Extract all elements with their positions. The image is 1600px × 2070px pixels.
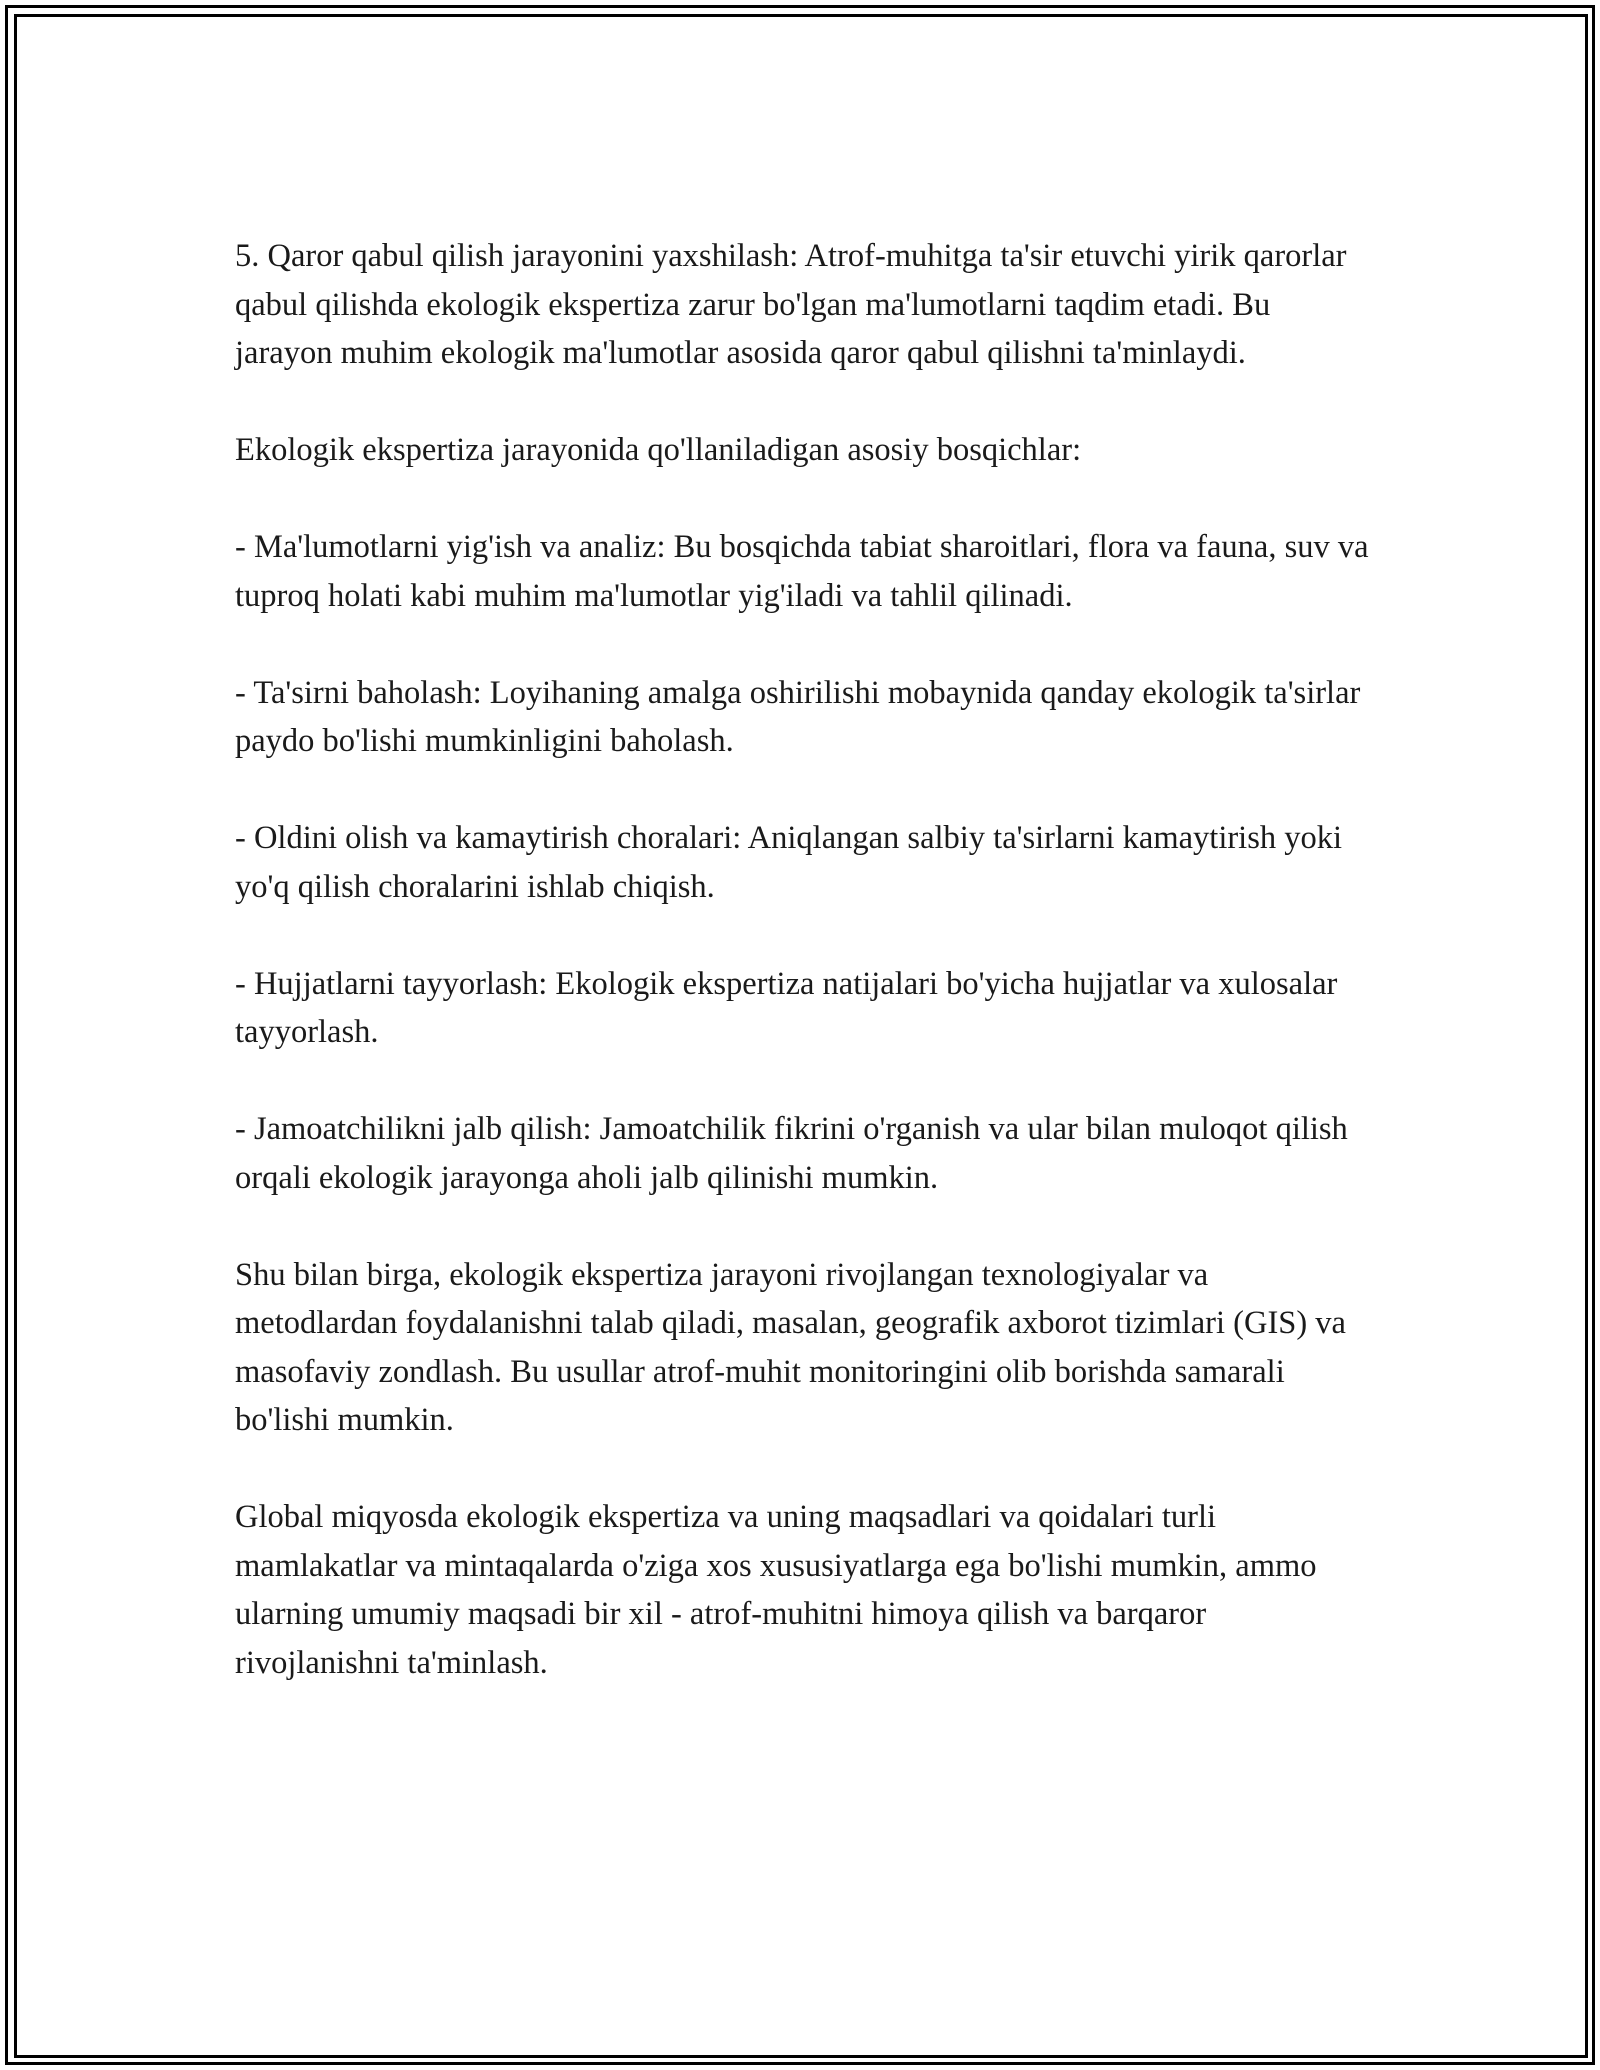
paragraph-global-scale: Global miqyosda ekologik ekspertiza va uning maqsadlari va qoidalari turli mamlakatlar va mintaqalarda o'ziga xos xususiyatlarga ega bo'lishi mumkin, ammo ularning umumiy maqsadi bir xil - atrof-muhitni himoya qilish va barqaror rivojlanishni ta'minlash. [235,1499,1317,1681]
list-item-documentation: - Hujjatlarni tayyorlash: Ekologik ekspertiza natijalari bo'yicha hujjatlar va xulosalar tayyorlash. [235,965,1338,1050]
list-item-data-collection: - Ma'lumotlarni yig'ish va analiz: Bu bosqichda tabiat sharoitlari, flora va fauna, suv va tuproq holati kabi muhim ma'lumotlar yig'iladi va tahlil qilinadi. [235,529,1369,614]
list-item-prevention-measures: - Oldini olish va kamaytirish choralari: Aniqlangan salbiy ta'sirlarni kamaytirish yoki yo'q qilish choralarini ishlab chiqish. [235,820,1343,905]
paragraph-decision-making: 5. Qaror qabul qilish jarayonini yaxshilash: Atrof-muhitga ta'sir etuvchi yirik qarorlar qabul qilishda ekologik ekspertiza zarur bo'lgan ma'lumotlarni taqdim etadi. Bu jarayon muhim ekologik ma'lumotlar asosida qaror qabul qilishni ta'minlaydi. [235,238,1347,371]
paragraph-main-stages-heading: Ekologik ekspertiza jarayonida qo'llaniladigan asosiy bosqichlar: [235,432,1082,468]
document-body [235,232,1375,1687]
list-item-impact-assessment: - Ta'sirni baholash: Loyihaning amalga oshirilishi mobaynida qanday ekologik ta'sirlar paydo bo'lishi mumkinligini baholash. [235,674,1361,759]
list-item-public-involvement: - Jamoatchilikni jalb qilish: Jamoatchilik fikrini o'rganish va ular bilan muloqot qilish orqali ekologik jarayonga aholi jalb qilinishi mumkin. [235,1111,1348,1196]
paragraph-technologies: Shu bilan birga, ekologik ekspertiza jarayoni rivojlangan texnologiyalar va metodlardan foydalanishni talab qiladi, masalan, geografik axborot tizimlari (GIS) va masofaviy zondlash. Bu usullar atrof-muhit monitoringini olib borishda samarali bo'lishi mumkin. [235,1256,1346,1438]
